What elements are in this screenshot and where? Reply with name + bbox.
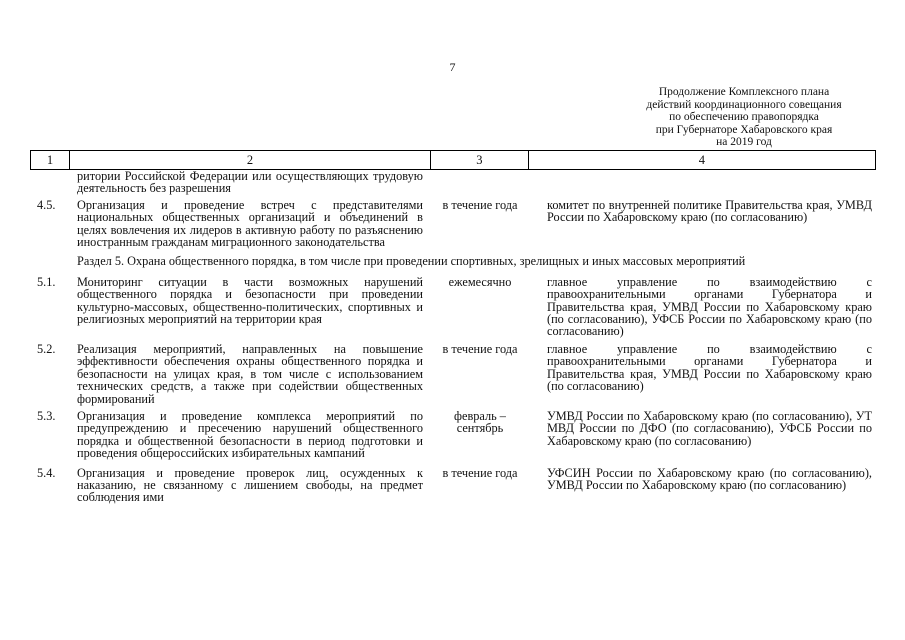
executor-text: комитет по внутренней политике Правительства края, УМВД России по Хабаровскому краю (по согласованию) — [547, 197, 872, 225]
table-header-row — [30, 150, 876, 170]
row-number: 5.2. — [37, 341, 56, 356]
execution-term: ежемесячно — [448, 274, 512, 289]
execution-term: в течение года — [442, 197, 518, 212]
measure-text: Организация и проведение комплекса мероприятий по предупреждению и пресечению нарушений общественного порядка и общественной безопасности в период подготовки и проведения общероссийских избирательных кампаний — [77, 408, 423, 461]
executor-text: УМВД России по Хабаровскому краю (по согласованию), УТ МВД России по ДФО (по согласованию), УФСБ России по Хабаровскому краю (по согласованию) — [547, 408, 872, 448]
measure-text: Реализация мероприятий, направленных на повышение эффективности обеспечения охраны общественного порядка и безопасности на улицах края, в том числе с использованием технических средств, а также при содействии общественных формирований — [77, 341, 423, 406]
column-header-4: 4 — [698, 152, 706, 167]
header-line: по обеспечению правопорядка — [669, 111, 819, 123]
column-header-2: 2 — [70, 151, 431, 169]
row-number: 5.4. — [37, 465, 56, 480]
continuation-text: ритории Российской Федерации или осуществляющих трудовую деятельность без разрешения — [77, 169, 423, 196]
header-line: на 2019 год — [716, 136, 772, 148]
measure-text: Мониторинг ситуации в части возможных нарушений общественного порядка и безопасности при проведении культурно-массовых, общественно-политических, спортивных и религиозных мероприятий на территории края — [77, 274, 423, 327]
header-line: Продолжение Комплексного плана — [658, 86, 830, 98]
measure-text: Организация и проведение встреч с представителями национальных общественных организаций и объединений в целях вовлечения их лидеров в активную работу по разъяснению иностранным гражданам миграционного законодательства — [77, 197, 423, 250]
table-row — [30, 276, 876, 338]
plan-continuation-header — [619, 86, 869, 149]
measure-text: Организация и проведение проверок лиц, осужденных к наказанию, не связанному с лишением свободы, на предмет соблюдения ими — [77, 465, 423, 505]
row-number: 5.1. — [37, 274, 56, 289]
row-number: 5.3. — [37, 408, 56, 423]
execution-term: февраль – сентябрь — [454, 408, 506, 436]
executor-text: главное управление по взаимодействию с правоохранительными органами Губернатора и Правительства края, УМВД России по Хабаровскому краю (по согласованию) — [547, 341, 872, 394]
table-row-continuation — [30, 170, 876, 195]
plan-table — [30, 150, 876, 504]
executor-text: УФСИН России по Хабаровскому краю (по согласованию), УМВД России по Хабаровскому краю (по согласованию) — [547, 465, 872, 492]
section-title: Раздел 5. Охрана общественного порядка, в том числе при проведении спортивных, зрелищных и иных массовых мероприятий — [77, 254, 746, 269]
table-row — [30, 343, 876, 405]
header-line: при Губернаторе Хабаровского края — [655, 123, 833, 136]
table-row — [30, 410, 876, 460]
execution-term: в течение года — [442, 341, 518, 356]
page-number: 7 — [449, 60, 456, 74]
column-header-3: 3 — [431, 151, 529, 169]
column-header-1: 1 — [31, 151, 70, 169]
row-number: 4.5. — [37, 197, 56, 212]
execution-term: в течение года — [442, 465, 518, 480]
executor-text: главное управление по взаимодействию с правоохранительными органами Губернатора и Правительства края, УМВД России по Хабаровскому краю (по согласованию), УФСБ России по Хабаровскому краю (по согласованию) — [547, 274, 872, 339]
table-row — [30, 467, 876, 504]
table-row — [30, 199, 876, 249]
header-line: действий координационного совещания — [646, 98, 842, 111]
